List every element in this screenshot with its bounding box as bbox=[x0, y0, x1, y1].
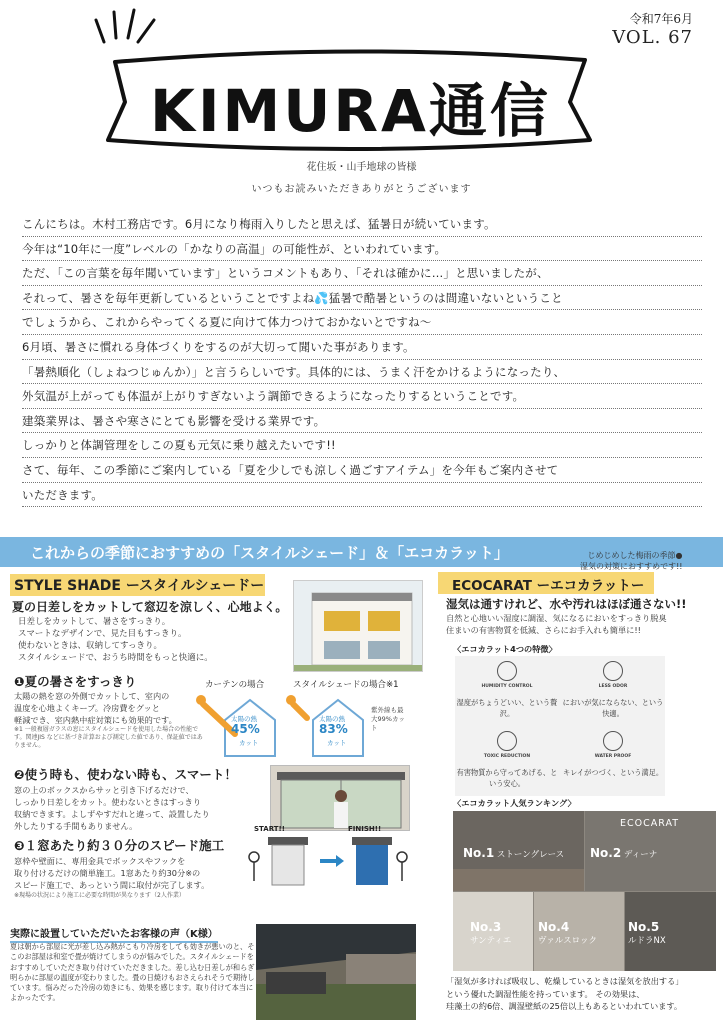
customer-voice-heading: 実際に設置していただいたお客様の声（K様） bbox=[10, 925, 218, 943]
odor-icon bbox=[603, 661, 623, 681]
rank-name: ヴァルスロック bbox=[538, 936, 597, 946]
ranking-item-4 bbox=[538, 920, 597, 946]
letter-line: こんにちは。木村工務店です。6月になり梅雨入りしたと思えば、猛暑日が続いています。 bbox=[22, 212, 702, 237]
style-shade-heading bbox=[10, 574, 265, 596]
shade-label: スタイルシェードの場合※1 bbox=[293, 680, 399, 690]
rank-number: No.4 bbox=[538, 920, 570, 934]
feature-name: TOXIC REDUCTION bbox=[483, 754, 531, 759]
rank-name: ディーナ bbox=[623, 850, 658, 860]
ecocarat-features-title: 〈エコカラット4つの特徴〉 bbox=[453, 644, 557, 654]
intro-line: 使わないときは、収納してすっきり。 bbox=[18, 641, 162, 651]
water-proof-icon bbox=[603, 731, 623, 751]
feature3-footnote: ※現場の状況により施工に必要な時間が異なります（2人作業） bbox=[14, 892, 185, 899]
ecocarat-footer-line: 「湿気が多ければ吸収し、乾燥しているときは湿気を放出する」 bbox=[446, 976, 684, 986]
feature-name: WATER PROOF bbox=[594, 754, 632, 759]
humidity-icon bbox=[497, 661, 517, 681]
ecocarat-ranking-image bbox=[453, 811, 716, 971]
woman-pulling-shade-photo bbox=[270, 765, 410, 831]
style-shade-intro bbox=[18, 616, 213, 664]
issue-date: 令和7年6月 bbox=[629, 12, 693, 26]
ranking-item-1 bbox=[463, 846, 564, 860]
letter-line: 今年は“10年に一度”レベルの「かなりの高温」の可能性が、といわれています。 bbox=[22, 237, 702, 262]
feature1-line: 太陽の熱を窓の外側でカットして、室内の bbox=[14, 691, 170, 701]
ecocarat-heading-text: ECOCARAT ーエコカラットー bbox=[452, 578, 645, 594]
feature1-footnote: ※1 一般複層ガラスの窓にスタイルシェードを使用した場合の性能です。関連JIS などに基づき計算および測定した値であり、保証値ではありません。 bbox=[14, 726, 203, 749]
intro-letter bbox=[22, 212, 702, 507]
heat-cut-comparison bbox=[195, 676, 410, 766]
feature-desc: においが気にならない、という快適。 bbox=[562, 698, 664, 718]
feature-humidity-control bbox=[455, 656, 559, 726]
intro-line: スタイルシェードで、おうち時間をもっと快適に。 bbox=[18, 653, 213, 663]
ecocarat-footer bbox=[446, 975, 718, 1013]
letter-line: 「暑熱順化（しょねつじゅんか）」と言うらしいです。具体的には、うまく汗をかけるようになったり、 bbox=[22, 360, 702, 385]
ecocarat-features-grid bbox=[455, 656, 665, 796]
curtain-cut-percent: 45% bbox=[231, 722, 260, 736]
feature3-title: ❸１窓あたり約３０分のスピード施工 bbox=[14, 838, 225, 853]
section-banner-title: これからの季節におすすめの「スタイルシェード」＆「エコカラット」 bbox=[30, 544, 509, 562]
feature2-line: 収納できます。よしずやすだれと違って、設置したり bbox=[14, 809, 210, 819]
uv-cut-label: 紫外線も最大99%カット bbox=[371, 706, 405, 732]
feature3-line: スピード施工で、あっという間に取付が完了します。 bbox=[14, 880, 210, 890]
season-note-line: 湿気の対策におすすめです!! bbox=[580, 562, 683, 571]
curtain-heat-label: 太陽の熱 bbox=[231, 715, 257, 723]
ecocarat-intro-line: 住まいの有害物質を低減、さらにお手入れも簡単に!! bbox=[446, 625, 641, 635]
feature3-line: 窓枠や壁面に、専用金具でボックスやフックを bbox=[14, 856, 186, 866]
ecocarat-footer-line: という優れた調湿性能を持っています。 その効果は、 bbox=[446, 988, 645, 999]
ecocarat-intro-line: 自然と心地いい湿度に調湿、気になるにおいをすっきり脱臭 bbox=[446, 613, 667, 623]
letter-line: 6月頃、暑さに慣れる身体づくりをするのが大切って聞いた事があります。 bbox=[22, 335, 702, 360]
newsletter-title: KIMURA通信 bbox=[150, 77, 551, 145]
feature-toxic-reduction bbox=[455, 726, 559, 796]
feature1-line: 軽減でき、室内熱中症対策にも効果的です。 bbox=[14, 715, 177, 725]
rank-name: ストーングレース bbox=[496, 850, 565, 860]
feature-name: LESS ODOR bbox=[598, 684, 628, 689]
feature2-line: しっかり日差しをカット。使わないときはすっきり bbox=[14, 797, 202, 807]
issue-volume: VOL. 67 bbox=[612, 27, 693, 48]
rank-number: No.1 bbox=[463, 846, 495, 860]
rank-number: No.3 bbox=[470, 920, 502, 934]
ecocarat-heading bbox=[438, 572, 654, 594]
ranking-item-2 bbox=[590, 846, 657, 860]
intro-line: スマートなデザインで、見た目もすっきり。 bbox=[18, 629, 187, 639]
letter-line: いただきます。 bbox=[22, 483, 702, 508]
feature-desc: 湿度がちょうどいい、という贅沢。 bbox=[456, 698, 558, 718]
greeting-thanks: いつもお読みいただきありがとうございます bbox=[251, 184, 472, 195]
install-diagram bbox=[240, 825, 415, 895]
style-shade-tagline: 夏の日差しをカットして窓辺を涼しく、心地よく。 bbox=[12, 600, 288, 614]
house-with-shade-photo bbox=[293, 580, 423, 672]
curtain-cut-label: カット bbox=[239, 739, 259, 747]
toxic-reduction-icon bbox=[497, 731, 517, 751]
letter-line: ただ、「この言葉を毎年聞いています」というコメントもあり、「それは確かに…」と思いましたが、 bbox=[22, 261, 702, 286]
feature-water-proof bbox=[561, 726, 665, 796]
curtain-label: カーテンの場合 bbox=[205, 680, 265, 690]
rank-name: ルドラNX bbox=[628, 936, 666, 946]
letter-line: それって、暑さを毎年更新しているということですよね💦猛暑で酷暑というのは間違いないということ bbox=[22, 286, 702, 311]
rank-number: No.2 bbox=[590, 846, 622, 860]
ecocarat-footer-line: 珪藻土の約6倍、調湿壁紙の25倍以上もあるといわれています。 bbox=[446, 1001, 683, 1011]
feature2-body bbox=[14, 784, 210, 832]
letter-line: しっかりと体調管理をしこの夏も元気に乗り越えたいです!! bbox=[22, 433, 702, 458]
greeting-addressee: 花住坂・山手地球の皆様 bbox=[306, 162, 417, 173]
shade-heat-label: 太陽の熱 bbox=[319, 715, 345, 723]
feature-less-odor bbox=[561, 656, 665, 726]
ecocarat-logo: ECOCARAT bbox=[620, 818, 680, 829]
feature-desc: キレイがつづく、という満足。 bbox=[562, 768, 664, 777]
letter-line: 外気温が上がっても体温が上がりすぎないよう調節できるようになったりするということです。 bbox=[22, 384, 702, 409]
installed-shade-photo bbox=[256, 924, 416, 1020]
feature2-line: 窓の上のボックスからサッと引き下げるだけで、 bbox=[14, 785, 194, 795]
rank-name: サンティエ bbox=[470, 936, 512, 946]
season-note bbox=[580, 550, 683, 572]
feature2-line: 外したりする手間もありません。 bbox=[14, 821, 138, 831]
ecocarat-tagline: 湿気は通すけれど、水や汚れはほぼ通さない!! bbox=[446, 597, 687, 611]
shade-cut-percent: 83% bbox=[319, 722, 348, 736]
feature1-title: ❶夏の暑さをすっきり bbox=[14, 674, 137, 689]
diagram-finish-label: FINISH!! bbox=[348, 825, 382, 833]
letter-line: さて、毎年、この季節にご案内している「夏を少しでも涼しく過ごすアイテム」を今年もご案内させて bbox=[22, 458, 702, 483]
feature1-line: 温度を心地よくキープ。冷房費をグッと bbox=[14, 703, 160, 713]
feature-name: HUMIDITY CONTROL bbox=[481, 684, 533, 689]
feature-desc: 有害物質から守ってあげる、という安心。 bbox=[456, 768, 558, 788]
letter-line: 建築業界は、暑さや寒さにとても影響を受ける業界です。 bbox=[22, 409, 702, 434]
intro-line: 日差しをカットして、暑さをすっきり。 bbox=[18, 617, 171, 627]
issue-info bbox=[612, 10, 693, 48]
shade-cut-label: カット bbox=[327, 739, 347, 747]
ranking-item-3 bbox=[470, 920, 511, 946]
feature1-body bbox=[14, 690, 177, 726]
style-shade-heading-text: STYLE SHADE ースタイルシェードー bbox=[14, 578, 265, 594]
letter-line: でしょうから、これからやってくる夏に向けて体力つけておかないとですね～ bbox=[22, 310, 702, 335]
diagram-start-label: START!! bbox=[254, 825, 285, 833]
feature2-title: ❷使う時も、使わない時も、スマート！ bbox=[14, 767, 237, 782]
ecocarat-ranking-title: 〈エコカラット人気ランキング〉 bbox=[453, 798, 576, 808]
customer-voice-body: 夏は朝から部屋に光が差し込み熱がこもり冷房をしても効きが悪いのと、そこのお部屋は和室で畳が焼けてしまうのが悩みでした。スタイルシェードをおすすめしていただき取り付けていただきました。差し込む日差しが和らぎ明らかに部屋の温度が変わりました。畳の日焼けもおさえられそうで期待しています。悩みだった冷房の効きにも、効果を感じます。取り付けて本当によかったです。 bbox=[10, 942, 255, 1003]
ecocarat-intro bbox=[446, 612, 667, 636]
feature3-body bbox=[14, 855, 209, 891]
feature3-line: 取り付けるだけの簡単施工。1窓あたり約30分※の bbox=[14, 868, 201, 878]
ranking-item-5 bbox=[628, 920, 666, 946]
season-note-line: じめじめした梅雨の季節● bbox=[587, 551, 683, 560]
rank-number: No.5 bbox=[628, 920, 660, 934]
